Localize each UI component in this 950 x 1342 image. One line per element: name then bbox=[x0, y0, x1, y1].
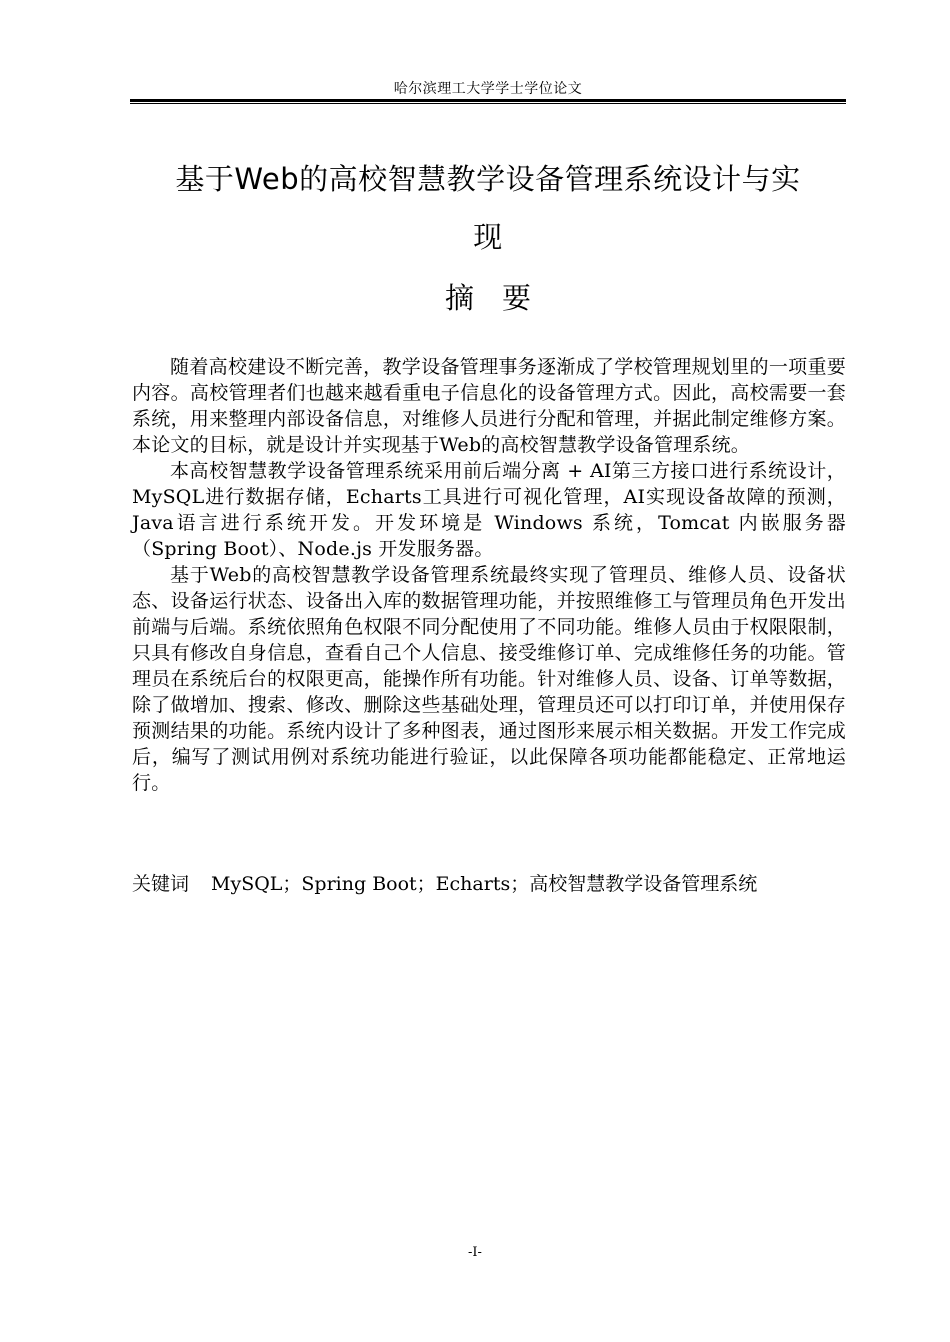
paper-title-line-2: 现 bbox=[473, 220, 503, 254]
abstract-body bbox=[132, 354, 846, 796]
abstract-paragraph: 基于Web的高校智慧教学设备管理系统最终实现了管理员、维修人员、设备状态、设备运行状态、设备出入库的数据管理功能，并按照维修工与管理员角色开发出前端与后端。系统依照角色权限不同分配使用了不同功能。维修人员由于权限限制，只具有修改自身信息，查看自己个人信息、接受维修订单、完成维修任务的功能。管理员在系统后台的权限更高，能操作所有功能。针对维修人员、设备、订单等数据，除了做增加、搜索、修改、删除这些基础处理，管理员还可以打印订单，并使用保存预测结果的功能。系统内设计了多种图表，通过图形来展示相关数据。开发工作完成后，编写了测试用例对系统功能进行验证，以此保障各项功能都能稳定、正常地运行。 bbox=[132, 564, 846, 794]
page-number: -I- bbox=[468, 1245, 482, 1260]
keywords-text: MySQL；Spring Boot；Echarts；高校智慧教学设备管理系统 bbox=[211, 873, 758, 895]
keywords bbox=[132, 871, 846, 897]
paper-title-line-1: 基于Web的高校智慧教学设备管理系统设计与实 bbox=[175, 162, 801, 196]
abstract-heading: 摘要 bbox=[444, 281, 559, 315]
paper-title bbox=[130, 150, 846, 266]
abstract-paragraph: 随着高校建设不断完善，教学设备管理事务逐渐成了学校管理规划里的一项重要内容。高校管理者们也越来越看重电子信息化的设备管理方式。因此，高校需要一套系统，用来整理内部设备信息，对维修人员进行分配和管理，并据此制定维修方案。本论文的目标，就是设计并实现基于Web的高校智慧教学设备管理系统。 bbox=[132, 356, 846, 456]
header-rule-thin bbox=[130, 103, 846, 104]
running-header: 哈尔滨理工大学学士学位论文 bbox=[393, 81, 583, 97]
keywords-label: 关键词 bbox=[132, 873, 190, 895]
abstract-paragraph: 本高校智慧教学设备管理系统采用前后端分离 + AI第三方接口进行系统设计，MySQL进行数据存储，Echarts工具进行可视化管理，AI实现设备故障的预测，Java语言进行系统开发。开发环境是 Windows 系统，Tomcat 内嵌服务器（Spring Boot）、Node.js 开发服务器。 bbox=[132, 460, 846, 560]
header-rule-thick bbox=[130, 99, 846, 102]
header-rule bbox=[130, 99, 846, 105]
